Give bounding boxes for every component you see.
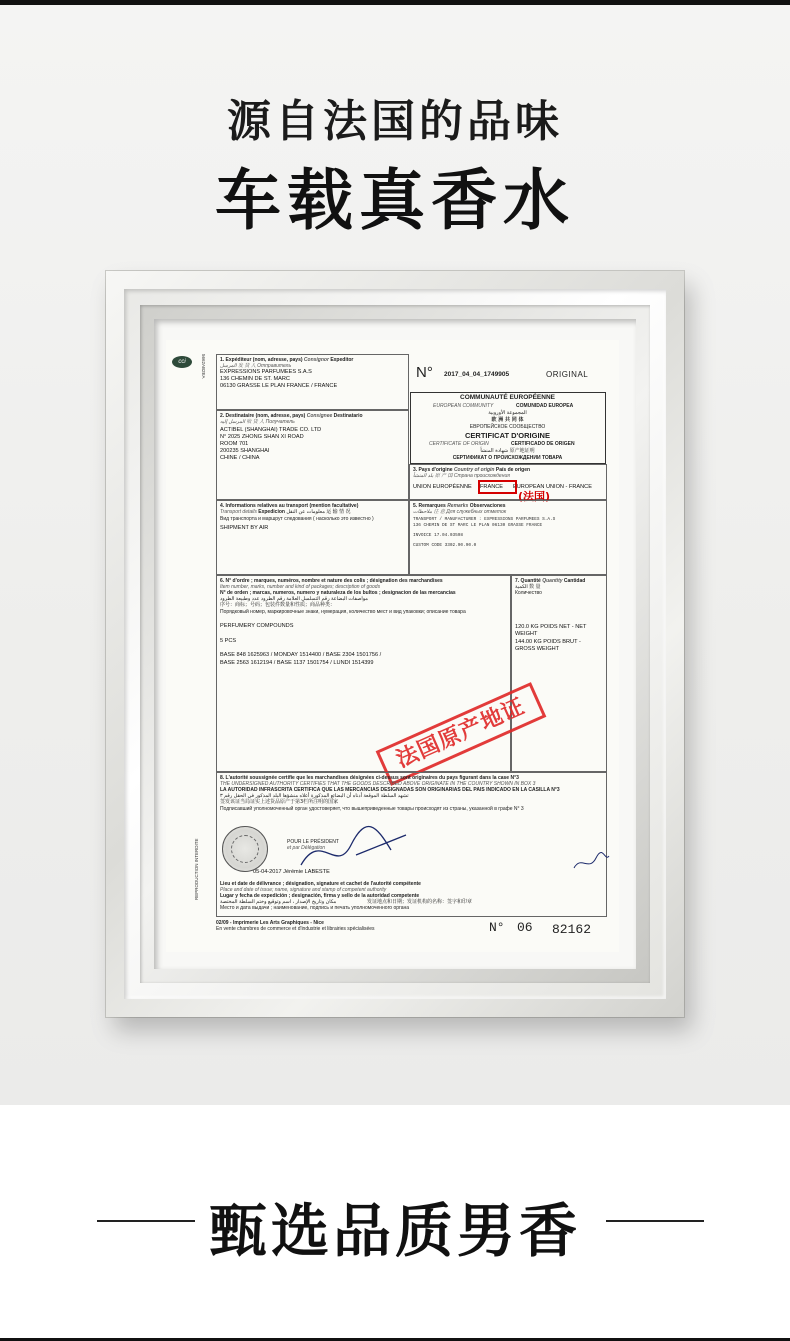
imprint-line: 02/09 - Imprimerie Les Arts Graphiques - Nice [216,920,324,926]
footer-rule-right [606,1220,704,1222]
serial-label: N° [489,920,505,935]
box-quantity: 7. Quantité Quantity Cantidad الكمية 数 量 Количество 120.0 KG POIDS NET - NET WEIGHT 144.00 KG POIDS BRUT - GROSS WEIGHT [511,575,607,772]
side-serial: 5662AB2EA [201,354,206,379]
certificate-of-origin [166,340,619,952]
cci-logo: cci [172,356,192,368]
chamber-seal [222,826,268,872]
number-label: N° [416,364,433,381]
signature-mark [296,820,416,880]
country-highlight-box [478,480,517,494]
reference-number: 2017_04_04_1749905 [444,371,510,378]
imprint-sale: En vente chambres de commerce et d'industrie et librairies spécialisées [216,926,375,932]
origin-stamp: 法国原产地证 [376,682,547,786]
box-country-of-origin: 3. Pays d'origine Country of origin País de origen بلد المنشأ 原 产 国 Страна происхождения UNION EUROPÉENNE FRANCE EUROPEAN UNION - FRANCE [409,464,607,500]
headline-product: 车载真香水 [215,162,575,239]
box-consignor: 1. Expéditeur (nom, adresse, pays) Consignor Expeditor المرسل 发 货 人 Отправитель EXPRESSIONS PARFUMEES S.A.S 136 CHEMIN DE ST. MARC 06130 GRASSE LE PLAN FRANCE / FRANCE [216,354,409,410]
box-goods-description: 6. N° d'ordre ; marques, numéros, nombre et nature des colis ; désignation des marchandises Item number, marks, number and kind of packages; description of goods N° de orden ; marcas, numeros, numero y naturaleza de los bultos ; designacion de las mercancias مواصفات البضاعة رقم التسلسل العلامة رقم الطرود عدد وطبيعة الطرود 序号：商标；号码；包装件数量和性质；商品种类： Порядковый номер, маркировочные знаки, нумерация, количество мест и вид упаковки; описание товара PERFUMERY COMPOUNDS 5 PCS BASE 848 1625963 / MONDAY 1514400 / BASE 2304 1501756 / BASE 2563 1612194 / BASE 1137 1501754 / LUNDI 1514399 [216,575,511,772]
original-label: ORIGINAL [546,370,589,379]
certificate-header: COMMUNAUTÉ EUROPÉENNE EUROPEAN COMMUNITY COMUNIDAD EUROPEA المجموعة الأوروبية 欧 洲 共 同 体 ЕВРОПЕЙСКОЕ СООБЩЕСТВО CERTIFICAT D'ORIGINE CERTIFICATE OF ORIGIN CERTIFICADO DE ORIGEN شهادة المنشأ 原产地证明 СЕРТИФИКАТ О ПРОИСХОЖДЕНИИ ТОВАРА [410,392,606,464]
country-highlight-label: (法国) [518,490,551,503]
serial-prefix: 06 [517,920,533,935]
box-remarks: 5. Remarques Remarks Observaciones ملاحظات 注 意 Для служебных отметок TRANSPORT / MANUFACTURER : EXPRESSIONS PARFUMEES S.A.S 136 CHEMIN DE ST MARC LE PLAN 06130 GRASSE FRANCE INVOICE 17.04.03598 CUSTOM CODE 3302.90.90.0 [409,500,607,575]
box-certification: 8. L'autorité soussignée certifie que les marchandises désignées ci-dessus sont originaires du pays figurant dans la case N°3 THE UNDERSIGNED AUTHORITY CERTIFIES THAT THE GOODS DESCRIBED ABOVE ORIGINATE IN THE COUNTRY SHOWN IN BOX 3 LA AUTORIDAD INFRASCRITA CERTIFICA QUE LAS MERCANCIAS DESIGNADAS SON ORIGINARIAS DEL PAIS INDICADO EN LA CASILLA N°3 تشهد السلطة الموقعة أدناه أن البضائع المذكورة أعلاه منشؤها البلد المذكور في الحقل رقم ٣ 签发该证当局证实上述货品原产于第3栏所注明的国家 Подписавший уполномоченный орган удостоверяет, что вышеприведенные товары происходят из страны, указанной в графе N° 3 POUR LE PRÉSIDENT et par Délégation 05-04-2017 Jérémie LABESTE Lieu et date de délivrance ; désignation, signature et cachet de l'autorité compétente Place and date of issue; name, signature and stamp of competent authority Lugar y fecha de expedición ; designación, firma y sello de la autoridad competente مكان وتاريخ الإصدار ، اسم وتوقيع وختم السلطة المختصة 发证地点和日期；发证机构的名称：签字和印章 Место и дата выдачи ; наименование, подпись и печать уполномоченного органа [216,772,607,917]
box-transport: 4. Informations relatives au transport (mention facultative) Transport details Expedicion معلومات عن النقل 运 输 情 况 Вид транспорта и маршрут следования ( насколько это известно ) SHIPMENT BY AIR [216,500,409,575]
serial-number: 82162 [552,922,592,937]
box-consignee: 2. Destinataire (nom, adresse, pays) Consignee Destinatario المرسل إليه 收 货 人 Получатель ACTIBEL (SHANGHAI) TRADE CO. LTD N° 2025 ZHONG SHAN XI ROAD ROOM 701 200235 SHANGHAI CHINE / CHINA [216,410,409,500]
footer-headline: 甄选品质男香 [208,1197,581,1265]
initials-mark [571,850,611,875]
headline-origin: 源自法国的品味 [227,96,563,147]
reproduction-notice: REPRODUCTION INTERDITE [194,838,199,900]
